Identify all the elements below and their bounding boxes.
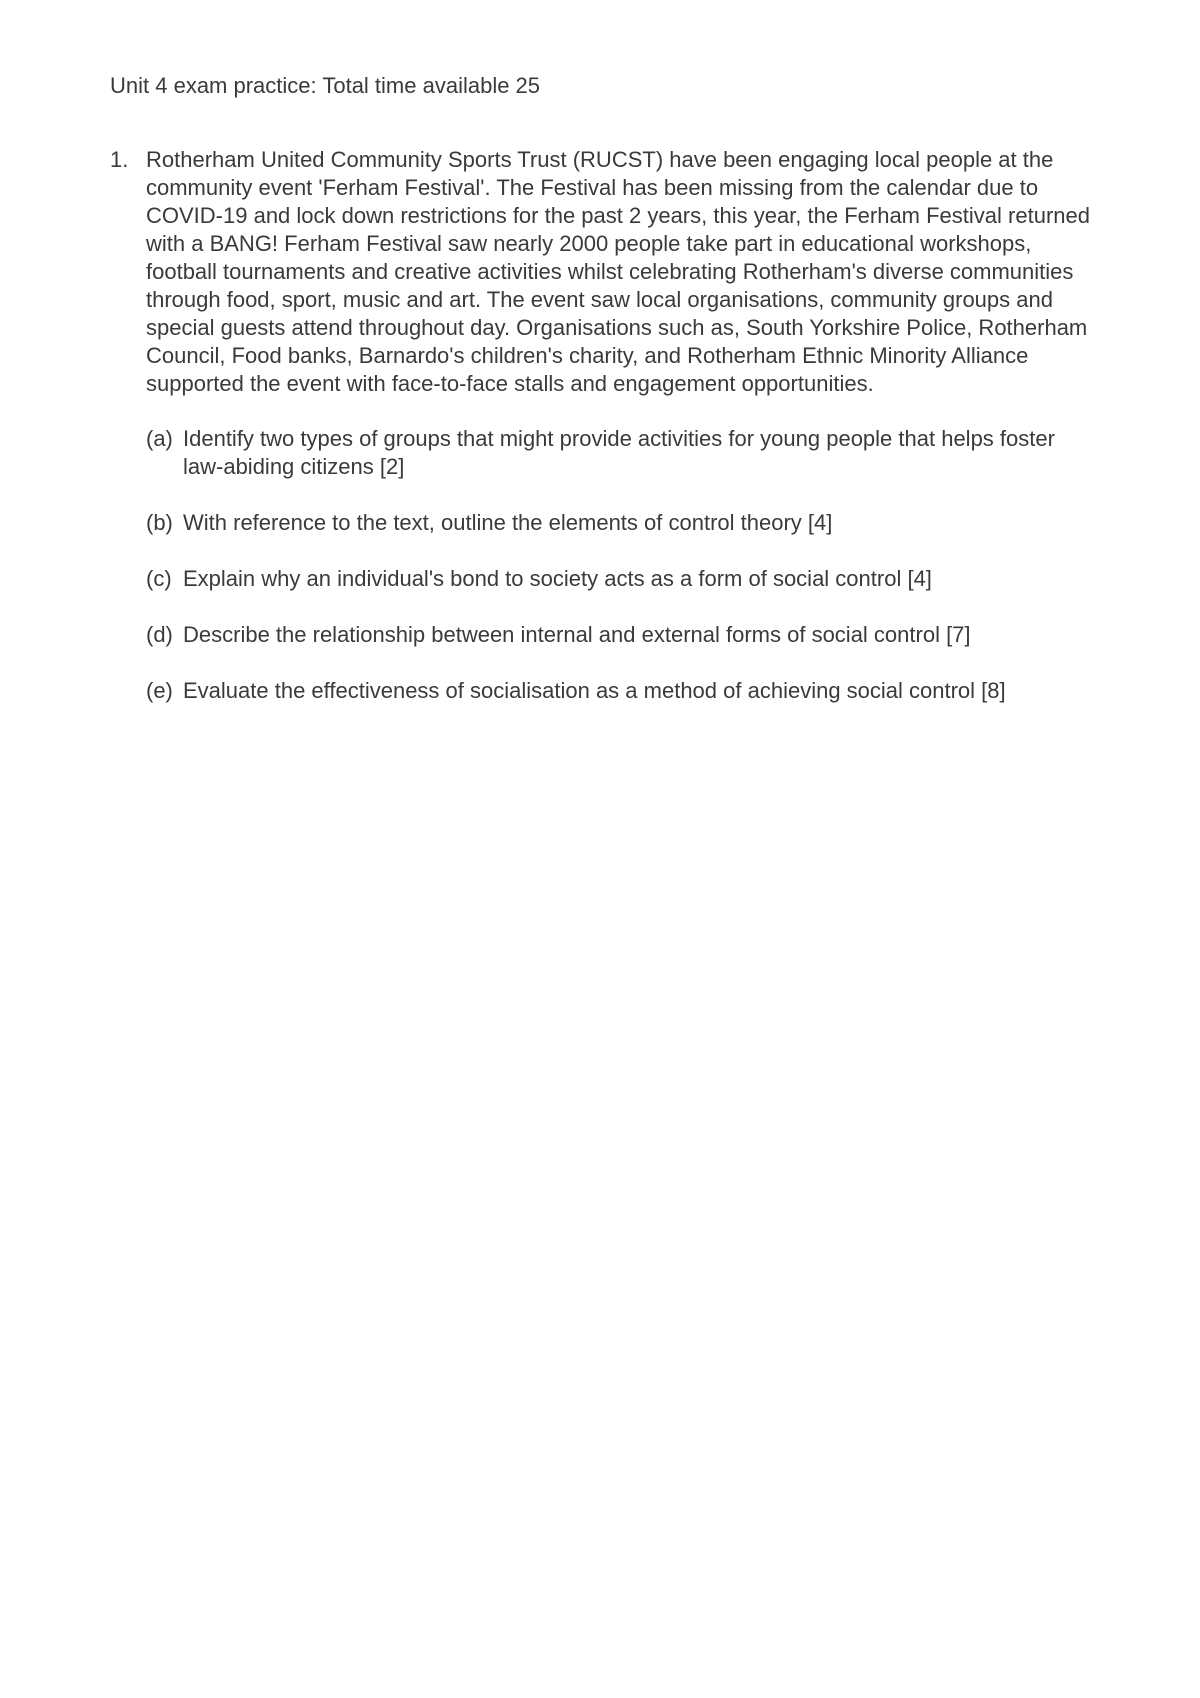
subpart-label: (b) [146,510,173,535]
subpart-b [146,509,1100,537]
subpart-label: (c) [146,566,172,591]
subpart-label: (d) [146,622,173,647]
subpart-a [146,425,1100,481]
subpart-label: (a) [146,426,173,451]
subpart-text: Describe the relationship between internal and external forms of social control [7] [183,622,971,647]
subpart-text: Evaluate the effectiveness of socialisation as a method of achieving social control [8] [183,678,1006,703]
subpart-label: (e) [146,678,173,703]
question-1 [110,146,1100,733]
question-text: Rotherham United Community Sports Trust (RUCST) have been engaging local people at the community event 'Ferham Festival'. The Festival has been missing from the calendar due to COVID-19 and lock down restrictions for the past 2 years, this year, the Ferham Festival returned with a BANG! Ferham Festival saw nearly 2000 people take part in educational workshops, football tournaments and creative activities whilst celebrating Rotherham's diverse communities through food, sport, music and art. The event saw local organisations, community groups and special guests attend throughout day. Organisations such as, South Yorkshire Police, Rotherham Council, Food banks, Barnardo's children's charity, and Rotherham Ethnic Minority Alliance supported the event with face-to-face stalls and engagement opportunities. [146,147,1090,396]
subpart-c [146,565,1100,593]
subpart-text: Explain why an individual's bond to society acts as a form of social control [4] [183,566,932,591]
subpart-text: Identify two types of groups that might provide activities for young people that helps foster law-abiding citizens [2] [183,426,1055,479]
question-number: 1. [110,147,129,172]
document-title: Unit 4 exam practice: Total time available 25 [110,73,541,98]
subpart-e [146,677,1100,705]
subpart-list [146,425,1100,705]
subpart-text: With reference to the text, outline the elements of control theory [4] [183,510,833,535]
subpart-d [146,621,1100,649]
